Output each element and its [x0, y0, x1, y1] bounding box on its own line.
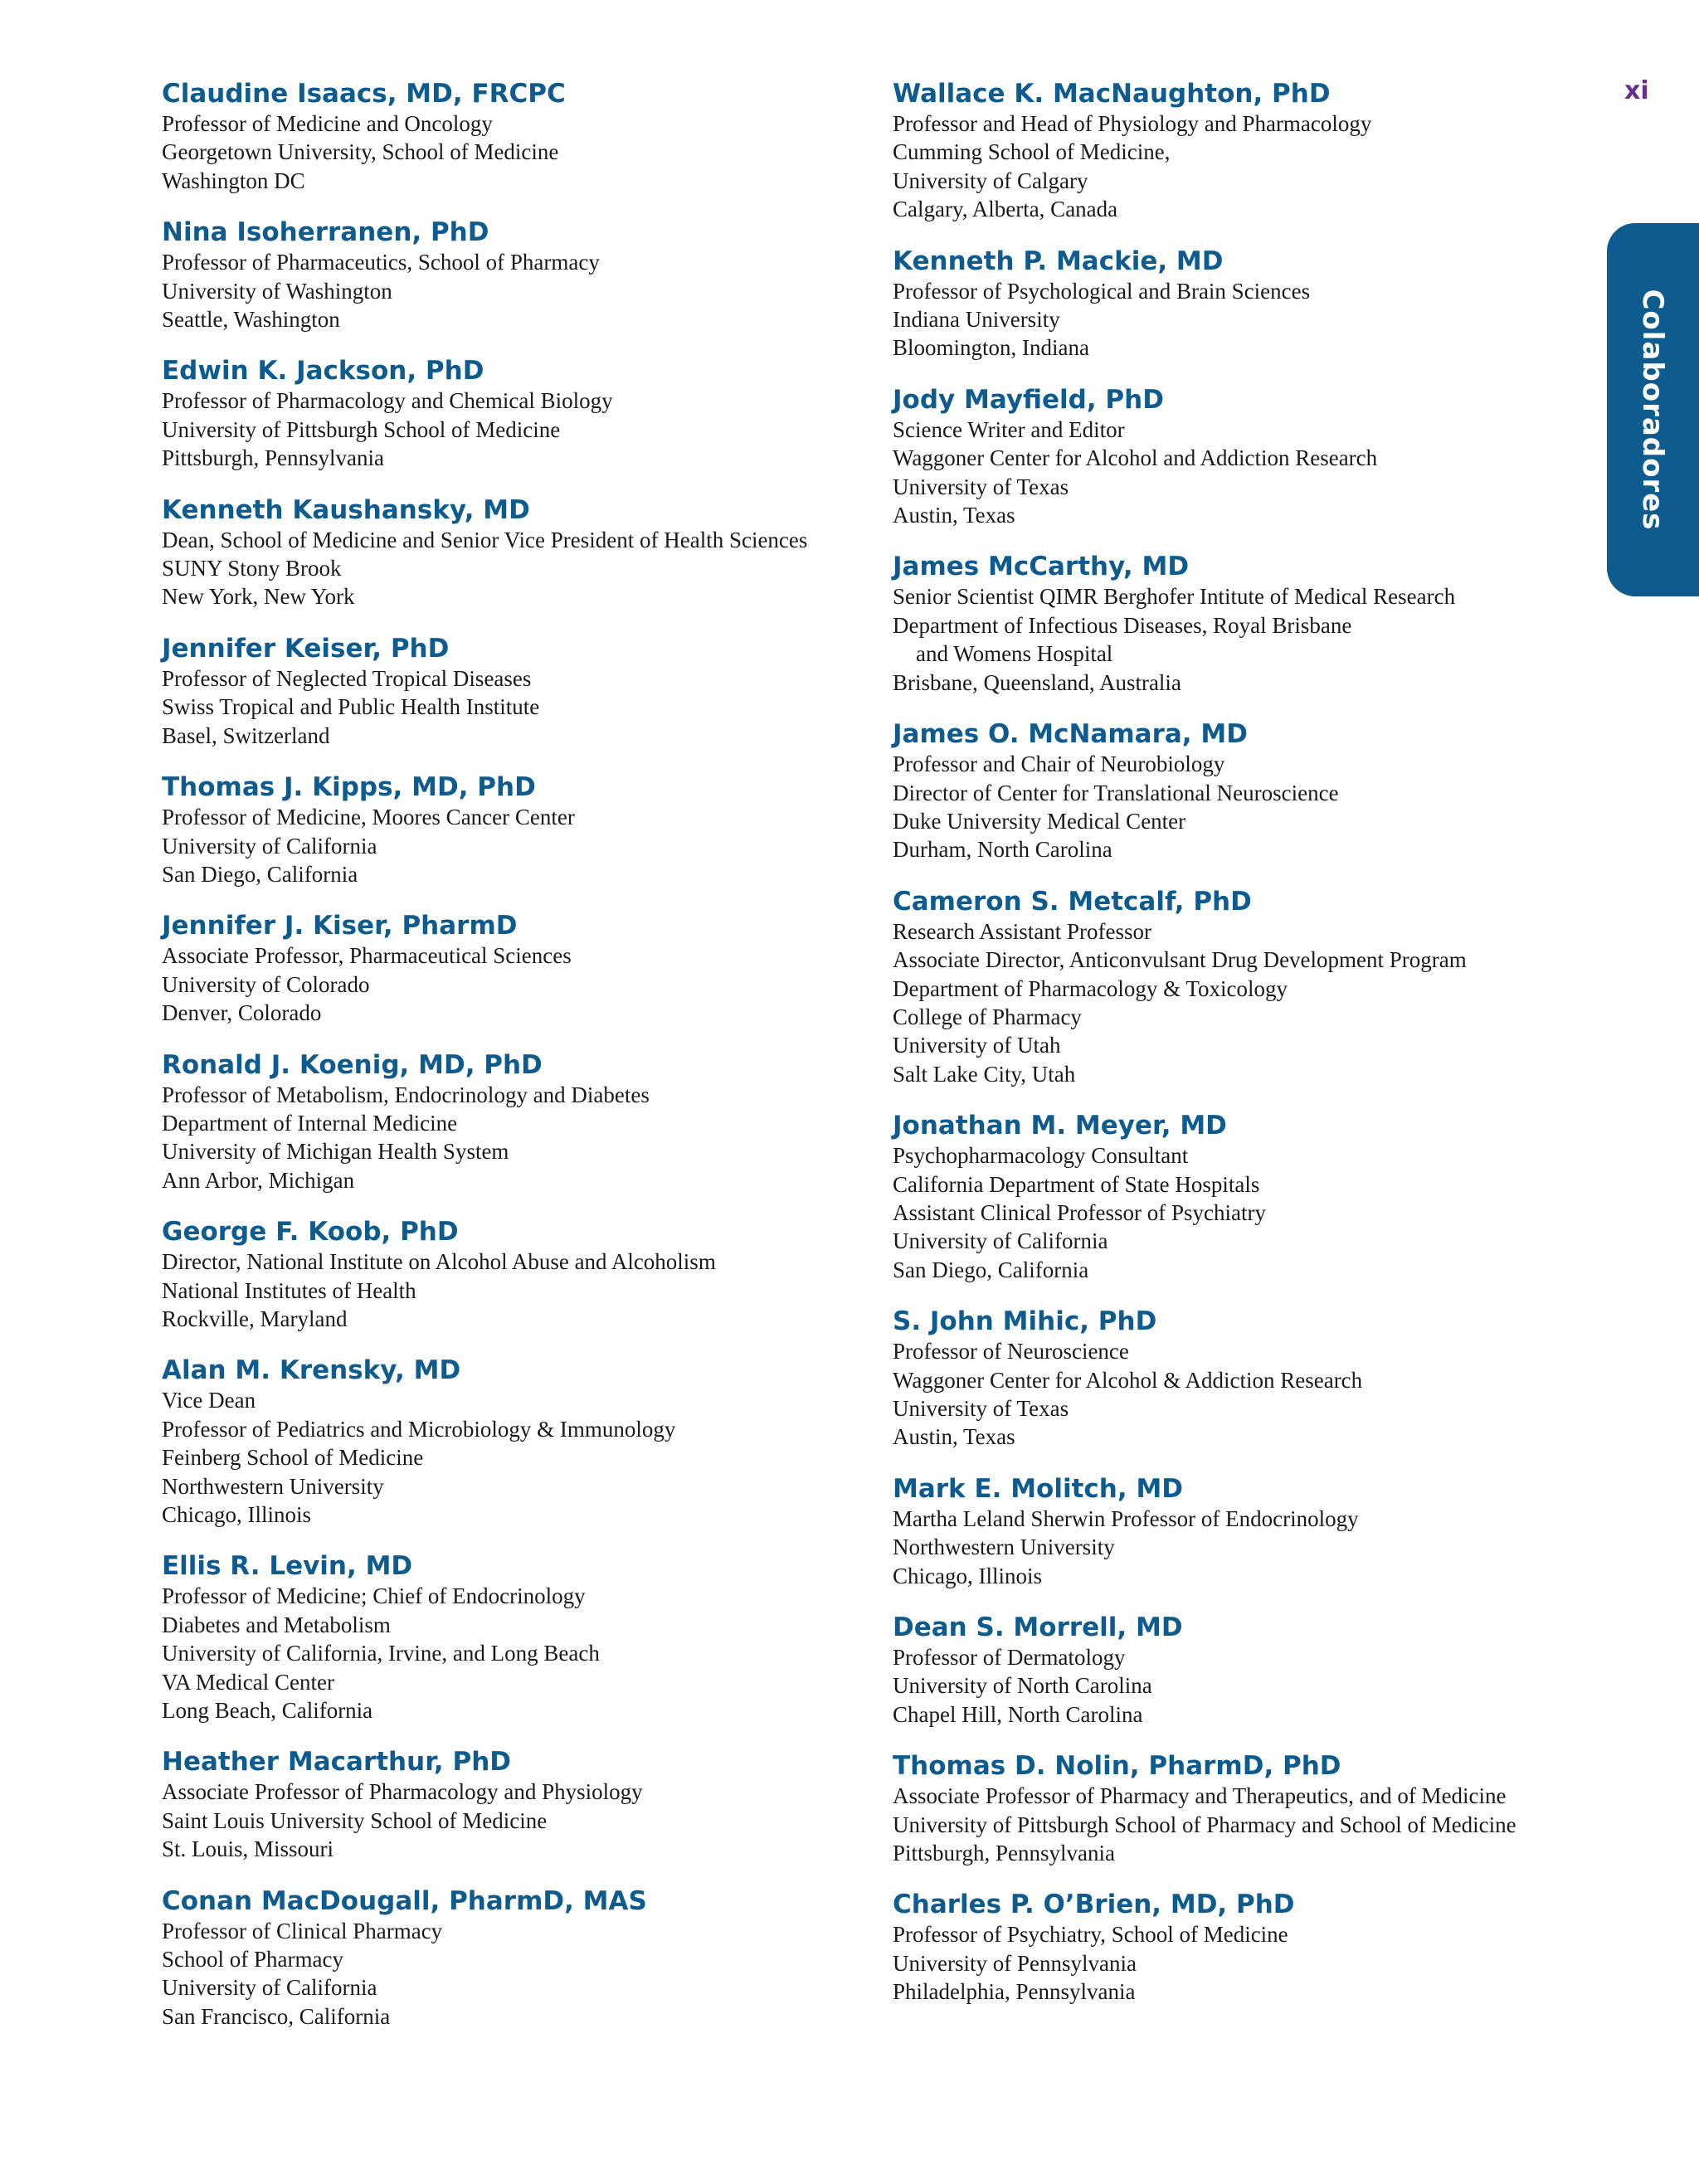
contributor-affiliation-line: VA Medical Center [162, 1669, 334, 1695]
contributor-name: Claudine Isaacs, MD, FRCPC [162, 79, 566, 109]
section-side-tab [1607, 223, 1699, 596]
contributor-name: Kenneth P. Mackie, MD [893, 246, 1224, 276]
contributor-affiliation-line: University of Michigan Health System [162, 1139, 509, 1165]
contributor-affiliation-line: University of California, Irvine, and Long Beach [162, 1641, 600, 1666]
contributor-entry [162, 78, 892, 195]
page-number: xi [1624, 76, 1649, 105]
contributor-name: Thomas D. Nolin, PharmD, PhD [893, 1751, 1341, 1782]
contributor-affiliation-line: University of North Carolina [893, 1673, 1152, 1699]
contributor-affiliation-line: Waggoner Center for Alcohol & Addiction Research [893, 1367, 1363, 1393]
contributor-name: Jonathan M. Meyer, MD [893, 1111, 1227, 1141]
contributor-name: S. John Mihic, PhD [893, 1306, 1157, 1337]
contributor-affiliation-line: Dean, School of Medicine and Senior Vice President of Health Sciences [162, 527, 808, 552]
contributor-entry [162, 1746, 892, 1863]
contributor-affiliation-line: School of Pharmacy [162, 1947, 343, 1972]
contributor-name: Cameron S. Metcalf, PhD [893, 886, 1252, 917]
contributor-name: James O. McNamara, MD [893, 719, 1248, 750]
contributor-affiliation-line: Professor of Pharmaceutics, School of Pharmacy [162, 250, 600, 275]
contributor-affiliation-line: Seattle, Washington [162, 307, 340, 333]
contributor-entry [893, 886, 1606, 1088]
contributor-affiliation-line: University of Washington [162, 278, 392, 304]
contributor-affiliation-line: Research Assistant Professor [893, 918, 1151, 944]
contributor-affiliation-line: San Francisco, California [162, 2003, 391, 2029]
contributor-affiliation-line: University of Utah [893, 1033, 1061, 1058]
contributor-affiliation-line: Ann Arbor, Michigan [162, 1167, 355, 1193]
contributor-entry [893, 1750, 1606, 1867]
contributor-affiliation-line: Durham, North Carolina [893, 837, 1112, 863]
contributor-affiliation-line: St. Louis, Missouri [162, 1836, 334, 1862]
contributor-affiliation-line: Professor of Medicine; Chief of Endocrinology [162, 1583, 586, 1609]
contributor-affiliation-line: New York, New York [162, 584, 355, 610]
contributor-affiliation-line: Waggoner Center for Alcohol and Addiction Research [893, 445, 1378, 471]
contributor-name: Jennifer Keiser, PhD [162, 633, 450, 664]
contributor-entry [162, 494, 892, 611]
contributor-affiliation-line: Georgetown University, School of Medicine [162, 139, 559, 165]
contributor-affiliation-line: University of Texas [893, 1396, 1069, 1421]
contributor-affiliation-line: Director of Center for Translational Neuroscience [893, 780, 1339, 805]
contributor-entry [162, 1355, 892, 1529]
contributor-affiliation-line: University of Pittsburgh School of Medicine [162, 416, 561, 442]
contributor-affiliation-line: Denver, Colorado [162, 1000, 322, 1026]
contributor-entry [162, 1550, 892, 1724]
section-tab-label: Colaboradores [1636, 289, 1669, 531]
contributor-name: Edwin K. Jackson, PhD [162, 356, 484, 387]
contributor-affiliation-line: Chicago, Illinois [893, 1563, 1042, 1588]
contributor-affiliation-line: Psychopharmacology Consultant [893, 1143, 1189, 1169]
contributor-entry [162, 216, 892, 333]
contributor-affiliation-line: College of Pharmacy [893, 1004, 1082, 1029]
contributor-affiliation-line: and Womens Hospital [916, 641, 1113, 667]
contributor-affiliation-line: Professor of Medicine, Moores Cancer Center [162, 805, 575, 830]
contributor-affiliation-line: Professor of Psychological and Brain Sciences [893, 278, 1311, 304]
contributor-affiliation-line: University of California [162, 833, 377, 859]
contributor-entry [162, 1049, 892, 1195]
contributor-affiliation-line: Vice Dean [162, 1388, 256, 1413]
contributor-affiliation-line: Associate Professor of Pharmacology and Physiology [162, 1779, 643, 1805]
contributor-affiliation-line: Professor of Clinical Pharmacy [162, 1918, 443, 1943]
contributor-affiliation-line: Swiss Tropical and Public Health Institute [162, 694, 540, 720]
contributor-affiliation-line: Professor and Head of Physiology and Pharmacology [893, 111, 1372, 136]
contributor-affiliation-line: Professor of Psychiatry, School of Medicine [893, 1922, 1288, 1948]
contributor-entry [893, 1473, 1606, 1590]
contributor-entry [162, 633, 892, 750]
contributor-entry [893, 718, 1606, 864]
contributor-affiliation-line: Northwestern University [162, 1473, 384, 1499]
contributor-affiliation-line: Bloomington, Indiana [893, 335, 1089, 361]
contributor-affiliation-line: Feinberg School of Medicine [162, 1445, 424, 1471]
contributor-affiliation-line: Pittsburgh, Pennsylvania [162, 445, 385, 471]
contributors-left-column [162, 78, 892, 2052]
contributor-name: Wallace K. MacNaughton, PhD [893, 79, 1331, 109]
contributor-affiliation-line: University of Colorado [162, 971, 370, 997]
contributor-affiliation-line: Calgary, Alberta, Canada [893, 197, 1118, 222]
contributor-name: Ellis R. Levin, MD [162, 1551, 413, 1582]
contributor-affiliation-line: Long Beach, California [162, 1698, 373, 1724]
contributor-entry [162, 771, 892, 888]
contributor-entry [893, 1306, 1606, 1452]
contributor-entry [893, 551, 1606, 697]
contributor-entry [893, 1110, 1606, 1284]
contributor-name: Conan MacDougall, PharmD, MAS [162, 1885, 647, 1916]
contributor-affiliation-line: Science Writer and Editor [893, 416, 1125, 442]
contributor-affiliation-line: Department of Infectious Diseases, Royal Brisbane [893, 612, 1352, 638]
contributor-name: Jennifer J. Kiser, PharmD [162, 911, 518, 941]
contributor-affiliation-line: Saint Louis University School of Medicine [162, 1807, 548, 1833]
contributor-affiliation-line: SUNY Stony Brook [162, 556, 342, 581]
contributor-entry [893, 246, 1606, 362]
contributor-entry [893, 1889, 1606, 2006]
contributor-affiliation-line: Professor of Dermatology [893, 1645, 1126, 1671]
contributor-affiliation-line: University of California [893, 1228, 1108, 1254]
contributor-name: Alan M. Krensky, MD [162, 1355, 461, 1386]
contributor-affiliation-line: Duke University Medical Center [893, 808, 1186, 834]
contributor-name: Nina Isoherranen, PhD [162, 217, 489, 248]
contributor-affiliation-line: California Department of State Hospitals [893, 1171, 1260, 1197]
contributors-right-column [893, 78, 1606, 2028]
contributor-name: Dean S. Morrell, MD [893, 1612, 1183, 1643]
contributor-affiliation-line: Basel, Switzerland [162, 722, 330, 748]
contributor-affiliation-line: Martha Leland Sherwin Professor of Endocrinology [893, 1505, 1359, 1531]
contributor-affiliation-line: Austin, Texas [893, 503, 1015, 528]
contributor-name: Kenneth Kaushansky, MD [162, 494, 530, 525]
contributor-affiliation-line: Professor of Neuroscience [893, 1339, 1129, 1364]
contributor-name: Thomas J. Kipps, MD, PhD [162, 772, 536, 803]
contributor-affiliation-line: Associate Professor, Pharmaceutical Sciences [162, 943, 572, 969]
contributor-affiliation-line: Northwestern University [893, 1535, 1115, 1560]
contributor-affiliation-line: Associate Director, Anticonvulsant Drug Development Program [893, 947, 1467, 973]
contributor-affiliation-line: Austin, Texas [893, 1424, 1015, 1450]
contributor-entry [162, 1216, 892, 1333]
contributor-affiliation-line: Cumming School of Medicine, [893, 139, 1171, 165]
contributor-entry [893, 1612, 1606, 1729]
contributor-affiliation-line: Associate Professor of Pharmacy and Therapeutics, and of Medicine [893, 1783, 1507, 1809]
contributor-affiliation-line: Professor of Medicine and Oncology [162, 111, 493, 136]
contributor-entry [162, 1885, 892, 2031]
contributor-affiliation-line: Department of Internal Medicine [162, 1110, 458, 1136]
contributor-name: Charles P. O’Brien, MD, PhD [893, 1890, 1295, 1920]
contributor-affiliation-line: Professor of Pharmacology and Chemical Biology [162, 388, 613, 414]
contributor-affiliation-line: Salt Lake City, Utah [893, 1061, 1076, 1087]
contributor-affiliation-line: Indiana University [893, 307, 1060, 333]
contributor-affiliation-line: Assistant Clinical Professor of Psychiatry [893, 1199, 1266, 1225]
contributor-name: George F. Koob, PhD [162, 1217, 459, 1248]
contributor-affiliation-line: National Institutes of Health [162, 1277, 416, 1303]
contributor-affiliation-line: Professor of Neglected Tropical Diseases [162, 665, 532, 691]
contributor-affiliation-line: Brisbane, Queensland, Australia [893, 669, 1181, 695]
contributor-affiliation-line: Chicago, Illinois [162, 1502, 311, 1527]
contributor-affiliation-line: Senior Scientist QIMR Berghofer Intitute of Medical Research [893, 584, 1456, 610]
contributor-affiliation-line: Diabetes and Metabolism [162, 1612, 391, 1637]
contributor-name: Mark E. Molitch, MD [893, 1473, 1184, 1504]
contributor-affiliation-line: Professor and Chair of Neurobiology [893, 752, 1225, 777]
contributor-affiliation-line: San Diego, California [162, 861, 358, 887]
contributor-name: Heather Macarthur, PhD [162, 1747, 512, 1778]
contributor-affiliation-line: University of Pittsburgh School of Pharmacy and School of Medicine [893, 1812, 1516, 1837]
contributor-entry [162, 355, 892, 472]
contributor-affiliation-line: Washington DC [162, 168, 305, 193]
contributor-affiliation-line: Rockville, Maryland [162, 1306, 348, 1331]
contributor-name: James McCarthy, MD [893, 552, 1190, 582]
contributor-entry [893, 78, 1606, 224]
contributor-affiliation-line: University of Pennsylvania [893, 1950, 1137, 1976]
contributor-affiliation-line: Pittsburgh, Pennsylvania [893, 1841, 1116, 1866]
contributor-affiliation-line: University of Calgary [893, 168, 1088, 193]
contributor-affiliation-line: Department of Pharmacology & Toxicology [893, 975, 1288, 1001]
contributor-affiliation-line: Professor of Metabolism, Endocrinology and Diabetes [162, 1082, 650, 1107]
contributor-affiliation-line: Professor of Pediatrics and Microbiology & Immunology [162, 1416, 676, 1442]
contributor-affiliation-line: University of Texas [893, 474, 1069, 499]
contributor-affiliation-line: San Diego, California [893, 1257, 1089, 1282]
contributor-name: Ronald J. Koenig, MD, PhD [162, 1049, 543, 1080]
contributor-affiliation-line: Philadelphia, Pennsylvania [893, 1979, 1136, 2005]
contributor-affiliation-line: University of California [162, 1975, 377, 2001]
contributor-entry [162, 910, 892, 1027]
contributor-entry [893, 384, 1606, 530]
contributor-affiliation-line: Director, National Institute on Alcohol Abuse and Alcoholism [162, 1249, 716, 1275]
contributor-name: Jody Mayfield, PhD [893, 384, 1164, 415]
contributor-affiliation-line: Chapel Hill, North Carolina [893, 1701, 1143, 1727]
